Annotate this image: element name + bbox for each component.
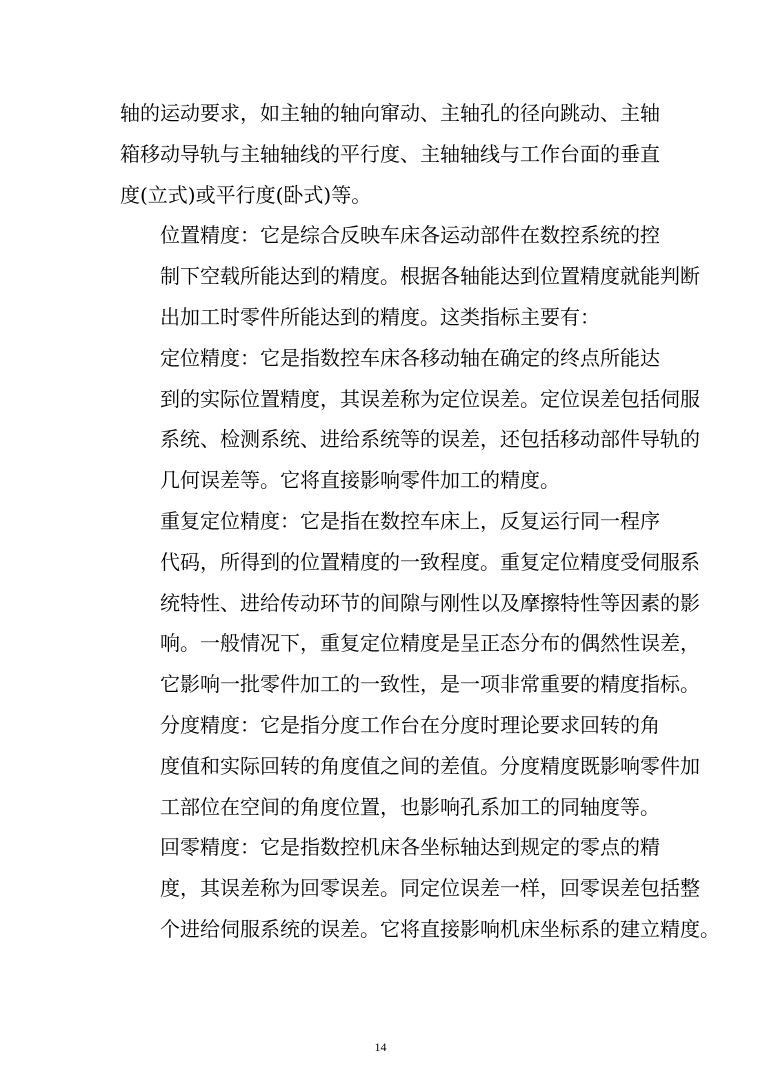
text-line: 分度精度：它是指分度工作台在分度时理论要求回转的角 [160, 712, 660, 737]
text-line: 代码，所得到的位置精度的一致程度。重复定位精度受伺服系 [160, 549, 700, 574]
text-line: 重复定位精度：它是指在数控车床上，反复运行同一程序 [160, 508, 660, 533]
text-line: 度(立式)或平行度(卧式)等。 [120, 182, 372, 207]
paragraph-position-accuracy [120, 215, 700, 337]
text-line: 它影响一批零件加工的一致性，是一项非常重要的精度指标。 [160, 672, 700, 697]
text-line: 工部位在空间的角度位置，也影响孔系加工的同轴度等。 [160, 794, 660, 819]
text-line: 统特性、进给传动环节的间隙与刚性以及摩擦特性等因素的影 [160, 590, 700, 615]
paragraph-homing-accuracy [120, 827, 720, 949]
page-number: 14 [374, 1040, 387, 1054]
text-line: 回零精度：它是指数控机床各坐标轴达到规定的零点的精 [160, 835, 660, 860]
text-line: 箱移动导轨与主轴轴线的平行度、主轴轴线与工作台面的垂直 [120, 141, 660, 166]
text-line: 到的实际位置精度，其误差称为定位误差。定位误差包括伺服 [160, 386, 700, 411]
text-line: 几何误差等。它将直接影响零件加工的精度。 [160, 468, 560, 493]
text-line: 轴的运动要求，如主轴的轴向窜动、主轴孔的径向跳动、主轴 [120, 101, 660, 125]
document-body [120, 93, 720, 950]
text-line: 响。一般情况下，重复定位精度是呈正态分布的偶然性误差， [160, 631, 700, 656]
text-line: 制下空载所能达到的精度。根据各轴能达到位置精度就能判断 [160, 264, 700, 289]
text-line: 度值和实际回转的角度值之间的差值。分度精度既影响零件加 [160, 753, 700, 778]
text-line: 个进给伺服系统的误差。它将直接影响机床坐标系的建立精度。 [160, 916, 720, 941]
text-line: 度，其误差称为回零误差。同定位误差一样，回零误差包括整 [160, 876, 700, 901]
text-line: 出加工时零件所能达到的精度。这类指标主要有： [160, 304, 600, 329]
paragraph-positioning-accuracy [120, 338, 700, 501]
paragraph-spindle-motion [120, 93, 660, 215]
paragraph-indexing-accuracy [120, 705, 700, 827]
paragraph-repeat-positioning-accuracy [120, 501, 700, 705]
text-line: 位置精度：它是综合反映车床各运动部件在数控系统的控 [160, 223, 660, 248]
text-line: 定位精度：它是指数控车床各移动轴在确定的终点所能达 [160, 345, 660, 370]
text-line: 系统、检测系统、进给系统等的误差，还包括移动部件导轨的 [160, 427, 700, 452]
